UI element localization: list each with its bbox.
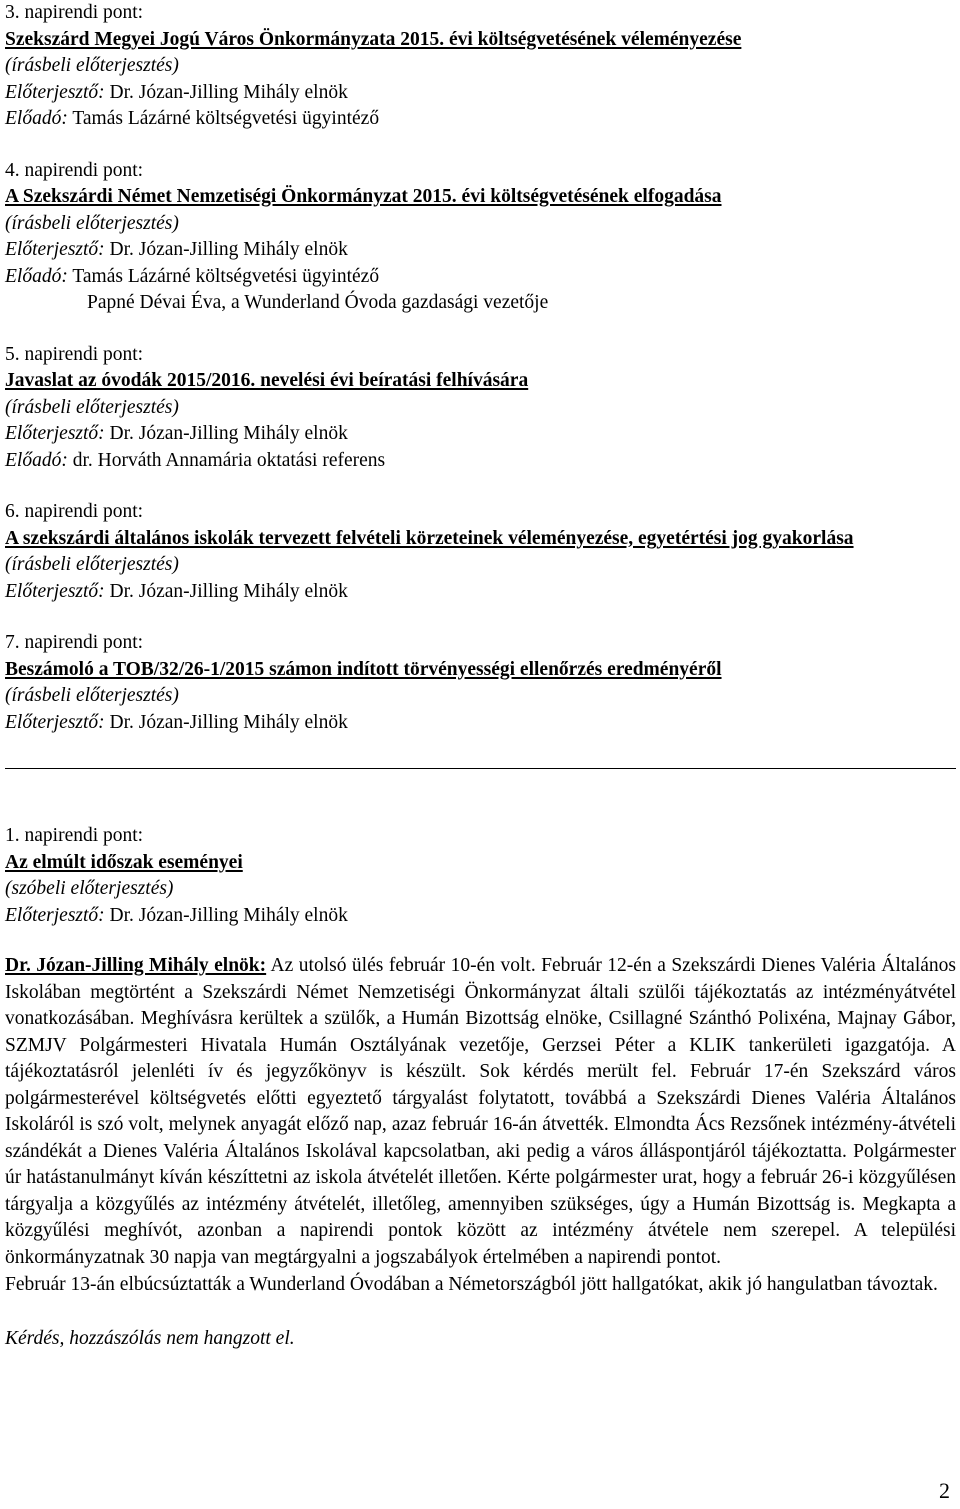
- presenter-name: Dr. Józan-Jilling Mihály elnök: [104, 423, 348, 444]
- speaker-name: dr. Horváth Annamária oktatási referens: [67, 449, 386, 471]
- agenda-title: A Szekszárdi Német Nemzetiségi Önkormányzat 2015. évi költségvetésének elfogadása: [5, 186, 722, 207]
- agenda-heading: 7. napirendi pont:: [5, 632, 144, 653]
- agenda-item-6: [5, 499, 956, 605]
- agenda-type: (írásbeli előterjesztés): [5, 55, 179, 76]
- agenda-item-5: [5, 342, 956, 475]
- document-page: [5, 0, 956, 1503]
- speaker-label: Előadó:: [5, 449, 68, 471]
- presenter-label: Előterjesztő:: [5, 904, 105, 926]
- section-title: Az elmúlt időszak eseményei: [5, 851, 243, 873]
- closing-note: Kérdés, hozzászólás nem hangzott el.: [5, 1328, 295, 1350]
- presenter-name: Dr. Józan-Jilling Mihály elnök: [104, 711, 348, 733]
- agenda-heading: 4. napirendi pont:: [5, 159, 144, 181]
- agenda-speaker: [5, 448, 956, 475]
- section-heading: 1. napirendi pont:: [5, 825, 144, 846]
- agenda-type: (írásbeli előterjesztés): [5, 396, 179, 418]
- agenda-type: (írásbeli előterjesztés): [5, 554, 179, 575]
- agenda-speaker: [5, 264, 956, 291]
- section-type: (szóbeli előterjesztés): [5, 878, 174, 899]
- agenda-speaker-2: Papné Dévai Éva, a Wunderland Óvoda gazdasági vezetője: [87, 292, 549, 313]
- agenda-heading: 3. napirendi pont:: [5, 2, 144, 23]
- agenda-title: A szekszárdi általános iskolák tervezett felvételi körzeteinek véleményezése, egyetértési jog gyakorlása: [5, 527, 854, 549]
- minutes-paragraph-2: Február 13-án elbúcsúztatták a Wunderland Óvodában a Németországból jött hallgatókat, akik jó hangulatban távoztak.: [5, 1273, 938, 1295]
- agenda-item-4: [5, 158, 956, 317]
- page-number: 2: [939, 1478, 950, 1503]
- agenda-speaker: [5, 106, 956, 133]
- section-presenter: [5, 903, 956, 930]
- minutes-body: [5, 953, 956, 1298]
- presenter-name: Dr. Józan-Jilling Mihály elnök: [104, 904, 348, 926]
- agenda-item-3: [5, 0, 956, 133]
- speaker-label: Előadó:: [5, 108, 68, 129]
- speaker-name: Dr. Józan-Jilling Mihály elnök:: [5, 955, 267, 976]
- agenda-title: Szekszárd Megyei Jogú Város Önkormányzata 2015. évi költségvetésének véleményezése: [5, 28, 742, 50]
- presenter-label: Előterjesztő:: [5, 239, 105, 260]
- minutes-section: [5, 823, 956, 1353]
- agenda-heading: 5. napirendi pont:: [5, 343, 144, 365]
- agenda-item-7: [5, 630, 956, 736]
- presenter-label: Előterjesztő:: [5, 81, 105, 103]
- agenda-type: (írásbeli előterjesztés): [5, 685, 179, 706]
- agenda-heading: 6. napirendi pont:: [5, 501, 144, 522]
- agenda-presenter: [5, 80, 956, 107]
- presenter-label: Előterjesztő:: [5, 423, 105, 444]
- section-divider: [5, 768, 956, 769]
- presenter-label: Előterjesztő:: [5, 711, 105, 733]
- presenter-name: Dr. Józan-Jilling Mihály elnök: [104, 580, 348, 602]
- agenda-presenter: [5, 710, 956, 737]
- agenda-presenter: [5, 237, 956, 264]
- agenda-title: Javaslat az óvodák 2015/2016. nevelési évi beíratási felhívására: [5, 370, 529, 391]
- agenda-list: [5, 0, 956, 736]
- speaker-label: Előadó:: [5, 265, 68, 287]
- speaker-name: Tamás Lázárné költségvetési ügyintéző: [67, 265, 380, 287]
- agenda-title: Beszámoló a TOB/32/26-1/2015 számon indított törvényességi ellenőrzés eredményéről: [5, 658, 722, 680]
- agenda-type: (írásbeli előterjesztés): [5, 212, 179, 234]
- agenda-presenter: [5, 421, 956, 448]
- speaker-name: Tamás Lázárné költségvetési ügyintéző: [67, 108, 380, 129]
- presenter-label: Előterjesztő:: [5, 580, 105, 602]
- agenda-presenter: [5, 579, 956, 606]
- minutes-paragraph-1: [5, 953, 956, 1272]
- presenter-name: Dr. Józan-Jilling Mihály elnök: [104, 81, 348, 103]
- paragraph-text: Az utolsó ülés február 10-én volt. Február 12-én a Szekszárdi Dienes Valéria Általános Iskolában megtörtént a Szekszárdi Német Nemzetiségi Önkormányzat általi szülői tájékoztatás az intézményátvétel vonatkozásában. Meghívásra kerültek a szülők, a Humán Bizottság elnöke, Csillagné Szánthó Polixéna, Majnay Gábor, SZMJV Polgármesteri Hivatala Humán Osztályának vezetője, Gerzsei Péter a KLIK tankerületi igazgatója. A tájékoztatásról jelenléti ív és jegyzőkönyv is készült. Sok kérdés merült fel. Február 17-én Szekszárd város polgármesterével költségvetés előtti egyeztető tárgyalást folytatott, továbbá a Szekszárdi Dienes Valéria Általános Iskoláról is szó volt, melynek anyagát előző nap, azaz február 16-án átvették. Elmondta Ács Rezsőnek intézmény-átvételi szándékát a Dienes Valéria Általános Iskolával kapcsolatban, aki pedig a város álláspontjáról tájékoztatta. Polgármester úr hatástanulmányt kíván készíttetni az iskola átvételét illetően. Kérte polgármester urat, hogy a február 26-i közgyűlésen tárgyalja a közgyűlés az intézmény átvételét, illetőleg, amennyiben szükséges, úgy a Humán Bizottság is. Megkapta a közgyűlési meghívót, azonban a napirendi pontok között az intézmény átvétele nem szerepel. A települési önkormányzatnak 30 napja van megtárgyalni a jogszabályok értelmében a napirendi pontot.: [5, 955, 956, 1269]
- presenter-name: Dr. Józan-Jilling Mihály elnök: [104, 239, 348, 260]
